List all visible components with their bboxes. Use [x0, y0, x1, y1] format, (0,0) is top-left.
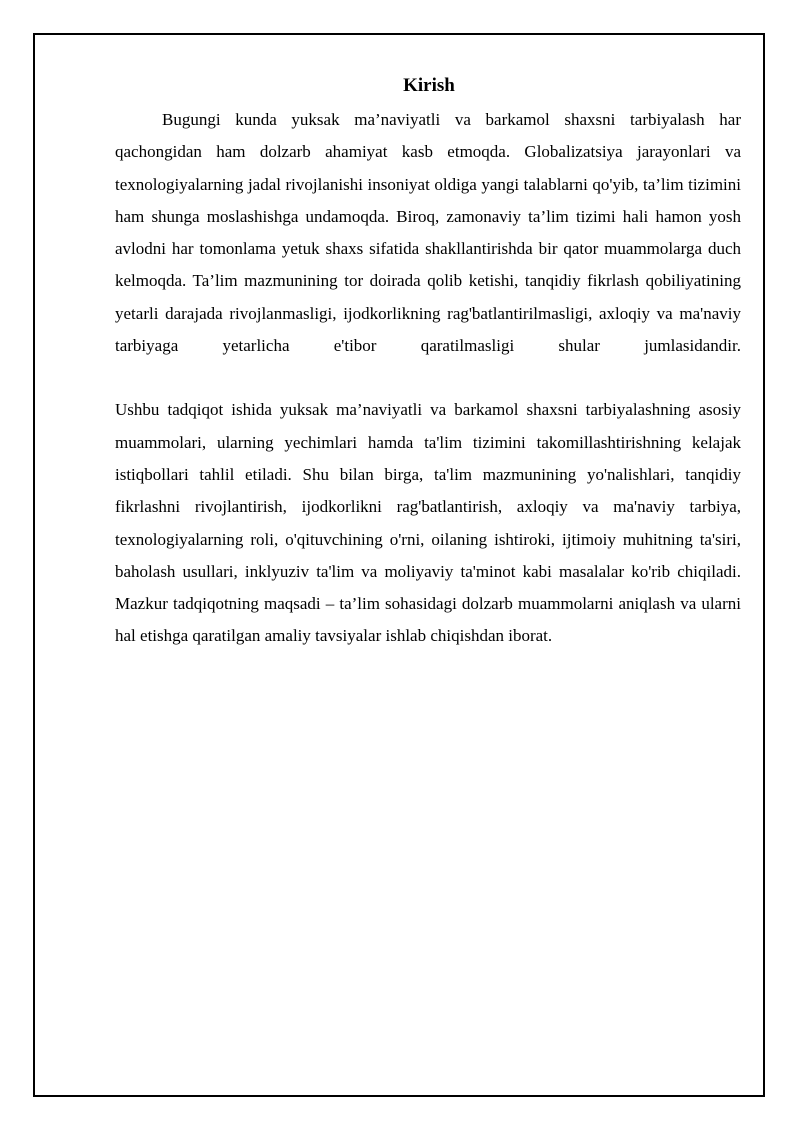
paragraph-spacer [115, 362, 741, 394]
document-title: Kirish [403, 75, 455, 96]
intro-paragraph-1: Bugungi kunda yuksak ma’naviyatli va barkamol shaxsni tarbiyalash har qachongidan ham dolzarb ahamiyat kasb etmoqda. Globalizatsiya jarayonlari va texnologiyalarning jadal rivojlanishi insoniyat oldiga yangi talablarni qo'yib, ta’lim tizimini ham shunga moslashishga undamoqda. Biroq, zamonaviy ta’lim tizimi hali hamon yosh avlodni har tomonlama yetuk shaxs sifatida shakllantirishda bir qator muammolarga duch kelmoqda. Ta’lim mazmunining tor doirada qolib ketishi, tanqidiy fikrlash qobiliyatining yetarli darajada rivojlanmasligi, ijodkorlikning rag'batlantirilmasligi, axloqiy va ma'naviy tarbiyaga yetarlicha e'tibor qaratilmasligi shular jumlasidandir. [115, 110, 741, 356]
intro-paragraph-2: Ushbu tadqiqot ishida yuksak ma’naviyatli va barkamol shaxsni tarbiyalashning asosiy muammolari, ularning yechimlari hamda ta'lim tizimini takomillashtirishning kelajak istiqbollari tahlil etiladi. Shu bilan birga, ta'lim mazmunining yo'nalishlari, tanqidiy fikrlashni rivojlantirish, ijodkorlikni rag'batlantirish, axloqiy va ma'naviy tarbiya, texnologiyalarning roli, o'qituvchining o'rni, oilaning ishtiroki, ijtimoiy muhitning ta'siri, baholash usullari, inklyuziv ta'lim va moliyaviy ta'minot kabi masalalar ko'rib chiqiladi. Mazkur tadqiqotning maqsadi – ta’lim sohasidagi dolzarb muammolarni aniqlash va ularni hal etishga qaratilgan amaliy tavsiyalar ishlab chiqishdan iborat. [115, 400, 741, 646]
document-body [115, 72, 741, 653]
